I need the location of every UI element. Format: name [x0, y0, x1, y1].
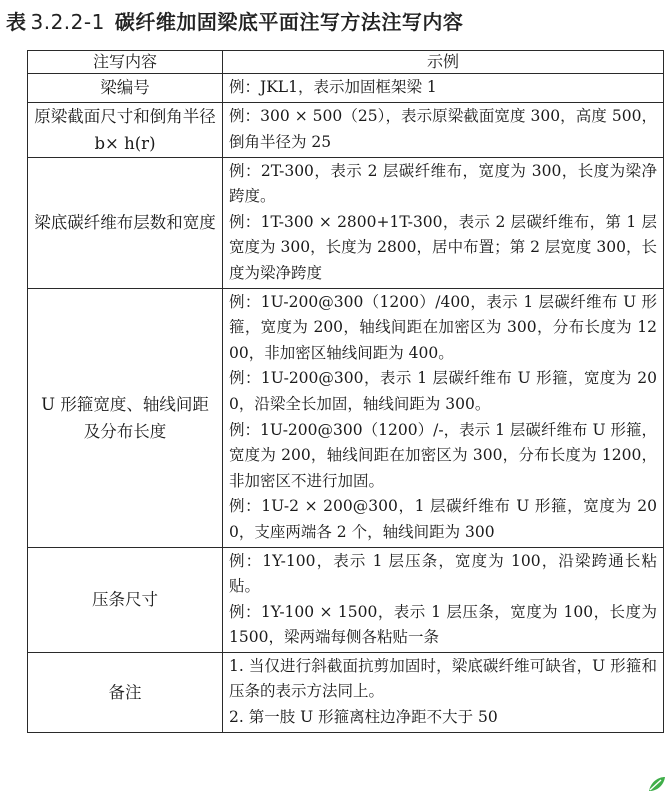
- row-label: U 形箍宽度、轴线间距及分布长度: [28, 288, 223, 547]
- example-text: 例：1Y-100 × 1500，表示 1 层压条，宽度为 100，长度为 1500，梁两端每侧各粘贴一条: [229, 602, 657, 647]
- example-text: 例：JKL1，表示加固框架梁 1: [229, 78, 437, 96]
- example-text: 例：2T-300，表示 2 层碳纤维布，宽度为 300，长度为梁净跨度。: [229, 161, 657, 206]
- row-example: [223, 652, 664, 732]
- table-row: [28, 74, 664, 103]
- example-text: 例：1U-200@300（1200）/400，表示 1 层碳纤维布 U 形箍，宽度为 200，轴线间距在加密区为 300，分布长度为 1200，非加密区轴线间距为 400。: [229, 292, 657, 362]
- row-label: 压条尺寸: [28, 547, 223, 652]
- example-text: 1. 当仅进行斜截面抗剪加固时，梁底碳纤维可缺省，U 形箍和压条的表示方法同上。: [229, 656, 657, 701]
- example-text: 例：1U-200@300（1200）/-，表示 1 层碳纤维布 U 形箍，宽度为 200，轴线间距在加密区为 300，分布长度为 1200，非加密区不进行加固。: [229, 420, 657, 490]
- example-text: 例：1U-2 × 200@300，1 层碳纤维布 U 形箍，宽度为 200，支座两端各 2 个，轴线间距为 300: [229, 497, 657, 541]
- example-text: 例：1U-200@300，表示 1 层碳纤维布 U 形箍，宽度为 200，沿梁全长加固，轴线间距为 300。: [229, 369, 657, 413]
- row-label: 梁编号: [28, 74, 223, 103]
- row-label: 原梁截面尺寸和倒角半径 b× h(r): [28, 102, 223, 157]
- row-example: [223, 74, 664, 103]
- caption-number: 3.2.2-1: [30, 10, 105, 34]
- caption-text: 碳纤维加固梁底平面注写方法注写内容: [114, 10, 464, 34]
- table-row: [28, 102, 664, 157]
- row-label: 梁底碳纤维布层数和宽度: [28, 157, 223, 288]
- row-example: [223, 157, 664, 288]
- example-text: 例：1T-300 × 2800+1T-300，表示 2 层碳纤维布，第 1 层宽度为 300，长度为 2800，居中布置；第 2 层宽度 300，长度为梁净跨度: [229, 212, 657, 282]
- header-row: [28, 51, 664, 74]
- row-label: 备注: [28, 652, 223, 732]
- table-row: [28, 157, 664, 288]
- table-row: [28, 652, 664, 732]
- header-example: 示例: [223, 51, 664, 74]
- annotation-table: [27, 50, 664, 733]
- table-caption: [6, 8, 463, 36]
- table-row: [28, 288, 664, 547]
- table-row: [28, 547, 664, 652]
- row-example: [223, 547, 664, 652]
- example-text: 2. 第一肢 U 形箍离柱边净距不大于 50: [229, 708, 498, 727]
- example-text: 例：1Y-100，表示 1 层压条，宽度为 100，沿梁跨通长粘贴。: [229, 551, 657, 596]
- example-text: 例：300 × 500（25），表示原梁截面宽度 300，高度 500，倒角半径为 25: [229, 107, 657, 151]
- header-content: 注写内容: [28, 51, 223, 74]
- caption-prefix: 表: [6, 10, 27, 34]
- watermark-leaf-icon: [647, 775, 667, 793]
- row-example: [223, 288, 664, 547]
- row-example: [223, 102, 664, 157]
